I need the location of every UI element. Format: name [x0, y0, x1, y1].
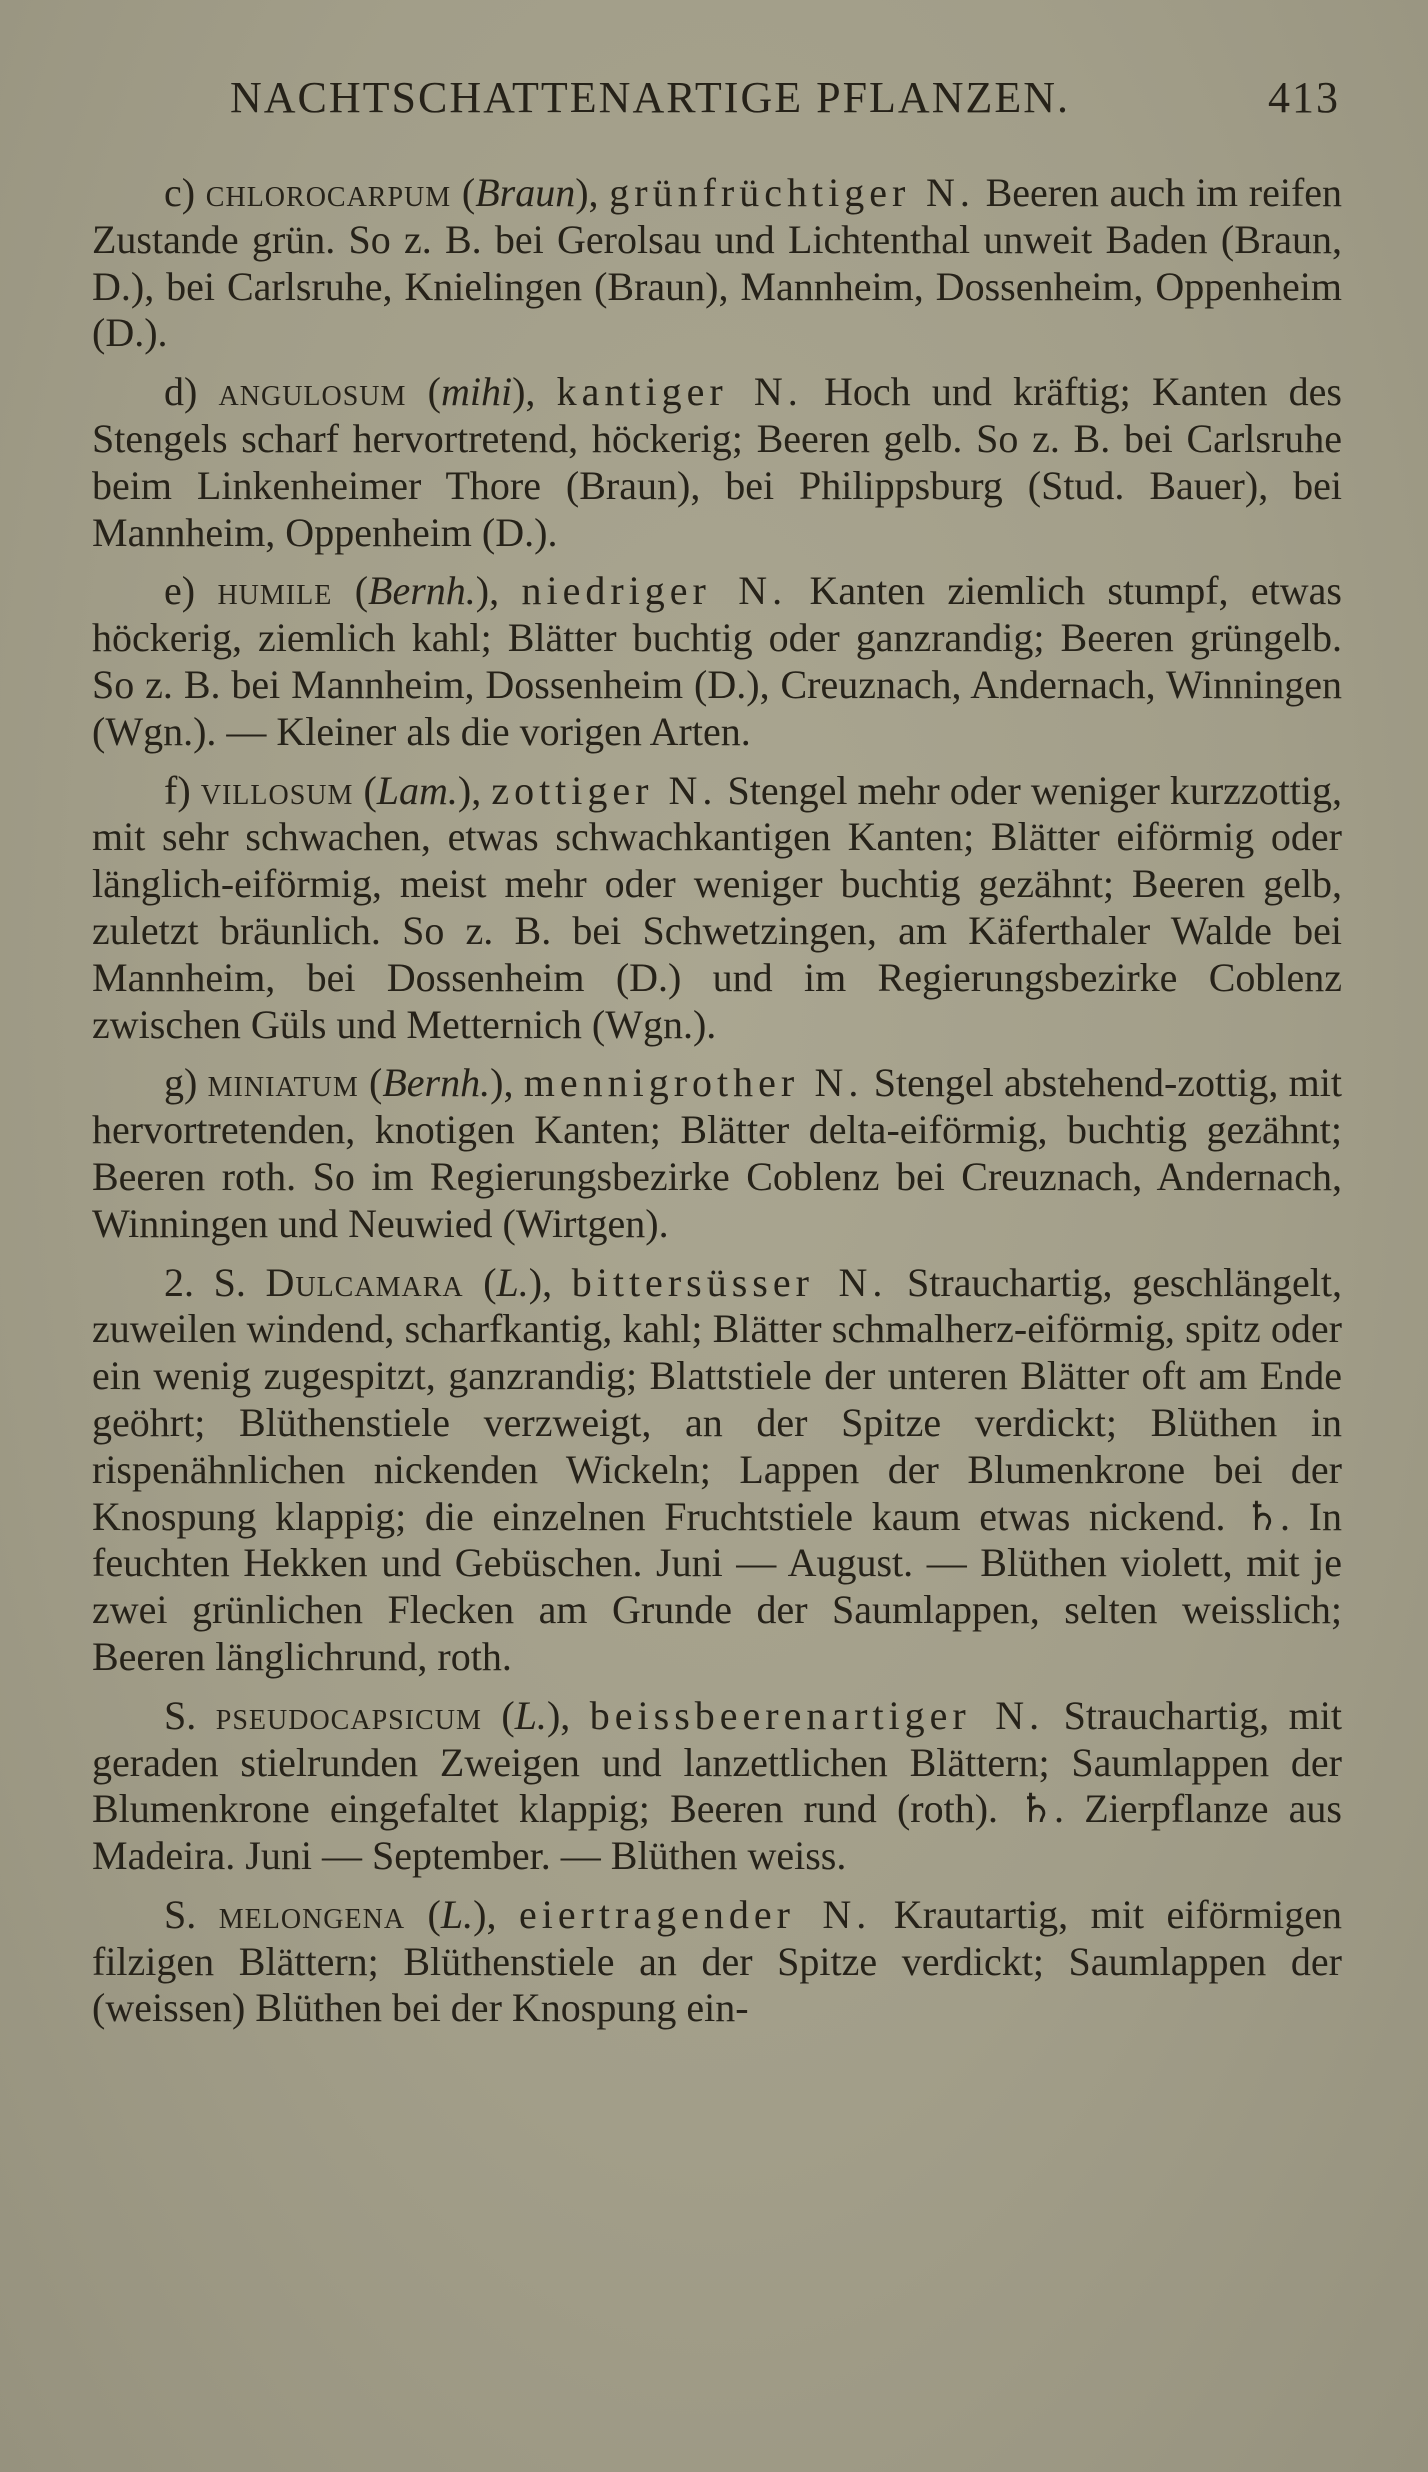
author-citation: L. — [440, 1891, 474, 1937]
entry-humile — [92, 568, 1342, 755]
common-name: beissbeerenartiger N. — [589, 1692, 1045, 1738]
body-text — [92, 170, 1342, 2044]
author-open: ( — [451, 170, 476, 215]
species-name: chlorocarpum — [205, 170, 452, 215]
running-title: NACHTSCHATTENARTIGE PFLANZEN. — [230, 73, 1071, 122]
entry-dulcamara — [92, 1260, 1342, 1681]
entry-villosum — [92, 768, 1342, 1049]
author-close: ), — [475, 568, 522, 614]
entry-description: Kanten ziemlich stumpf, etwas höckerig, ziemlich kahl; Blätter buchtig oder ganzrandig; Beeren grüngelb. So z. B. bei Mannheim, Dossenheim (D.), Creuznach, Andernach, Winningen (Wgn.). — Kleiner als die vorigen Arten. — [92, 568, 1342, 754]
author-citation: Lam. — [376, 767, 458, 813]
entry-marker: 2. S. — [164, 1259, 246, 1305]
entry-description: Strauchartig, mit geraden stielrunden Zweigen und lanzettlichen Blättern; Saumlappen der Blumenkrone eingefaltet klappig; Beeren rund (roth). ♄. Zierpflanze aus Madeira. Juni — September. — Blüthen weiss. — [92, 1692, 1342, 1879]
entry-marker: e) — [164, 568, 196, 614]
entry-description: Strauchartig, geschlängelt, zuweilen windend, scharfkantig, kahl; Blätter schmalherz-eiförmig, spitz oder ein wenig zugespitzt, ganzrandig; Blattstiele der unteren Blätter oft am Ende geöhrt; Blüthenstiele verzweigt, an der Spitze verdickt; Blüthen in rispenähnlichen nickenden Wickeln; Lappen der Blumenkrone bei der Knospung klappig; die einzelnen Fruchtstiele kaum etwas nickend. ♄. In feuchten Hekken und Gebüschen. Juni — August. — Blüthen violett, mit je zwei grünlichen Flecken am Grunde der Saumlappen, selten weisslich; Beeren länglichrund, roth. — [92, 1259, 1343, 1679]
author-citation: mihi — [440, 369, 513, 415]
author-citation: Bernh. — [382, 1060, 491, 1106]
author-close: ), — [473, 1891, 519, 1937]
species-name: melongena — [218, 1891, 406, 1937]
author-citation: L. — [514, 1692, 547, 1738]
species-name: pseudocapsicum — [215, 1692, 482, 1738]
author-citation: L. — [496, 1259, 529, 1305]
entry-marker: S. — [164, 1692, 197, 1738]
common-name: eiertragender N. — [518, 1891, 872, 1937]
species-name: villosum — [200, 767, 354, 813]
entry-marker: c) — [164, 170, 196, 215]
author-open: ( — [463, 1259, 497, 1305]
entry-description: Hoch und kräftig; Kanten des Stengels scharf hervortretend, höckerig; Beeren gelb. So z. B. bei Carlsruhe beim Linkenheimer Thore (Braun), bei Philippsburg (Stud. Bauer), bei Mannheim, Oppenheim (D.). — [92, 369, 1342, 555]
entry-marker: g) — [164, 1060, 198, 1106]
author-open: ( — [405, 1891, 441, 1937]
author-close: ), — [528, 1259, 572, 1305]
page-number: 413 — [1268, 73, 1340, 122]
author-open: ( — [358, 1060, 383, 1106]
entry-marker: f) — [164, 767, 191, 813]
author-close: ), — [575, 170, 610, 215]
entry-angulosum — [92, 369, 1342, 556]
common-name: zottiger N. — [491, 767, 718, 813]
author-open: ( — [353, 767, 377, 813]
entry-marker: S. — [164, 1891, 197, 1937]
entry-marker: d) — [164, 369, 198, 415]
entry-melongena — [92, 1892, 1342, 2032]
page-header — [230, 72, 1340, 132]
entry-description: Krautartig, mit eiförmigen filzigen Blättern; Blüthenstiele an der Spitze verdickt; Saumlappen der (weissen) Blüthen bei der Knospung ein- — [92, 1891, 1343, 2031]
author-citation: Bernh. — [368, 568, 476, 614]
entry-miniatum — [92, 1060, 1342, 1247]
author-close: ), — [512, 369, 557, 415]
species-name: Dulcamara — [265, 1259, 464, 1305]
author-open: ( — [406, 369, 441, 415]
author-citation: Braun — [475, 170, 576, 215]
entry-description: Beeren auch im reifen Zustande grün. So z. B. bei Gerolsau und Lichtenthal unweit Baden (Braun, D.), bei Carlsruhe, Knielingen (Braun), Mannheim, Dossenheim, Oppenheim (D.). — [92, 170, 1343, 356]
common-name: mennigrother N. — [523, 1060, 864, 1106]
entry-description: Stengel mehr oder weniger kurzzottig, mit sehr schwachen, etwas schwachkantigen Kanten; Blätter eiförmig oder länglich-eiförmig, meist mehr oder weniger buchtig gezähnt; Beeren gelb, zuletzt bräunlich. So z. B. bei Schwetzingen, am Käferthaler Walde bei Mannheim, bei Dossenheim (D.) und im Regierungsbezirke Coblenz zwischen Güls und Metternich (Wgn.). — [92, 767, 1342, 1047]
entry-pseudocapsicum — [92, 1693, 1342, 1880]
common-name: bittersüsser N. — [571, 1259, 888, 1305]
author-close: ), — [546, 1692, 590, 1738]
author-open: ( — [481, 1692, 515, 1738]
entry-description: Stengel abstehend-zottig, mit hervortretenden, knotigen Kanten; Blätter delta-eiförmig, buchtig gezähnt; Beeren roth. So im Regierungsbezirke Coblenz bei Creuznach, Andernach, Winningen und Neuwied (Wirtgen). — [92, 1060, 1342, 1246]
author-close: ), — [490, 1060, 524, 1106]
common-name: grünfrüchtiger N. — [609, 170, 975, 215]
author-close: ), — [457, 767, 492, 813]
common-name: niedriger N. — [521, 568, 788, 614]
species-name: humile — [217, 568, 333, 614]
author-open: ( — [332, 568, 369, 614]
entry-chlorocarpum — [92, 170, 1342, 357]
species-name: angulosum — [218, 369, 407, 415]
common-name: kantiger N. — [556, 369, 803, 415]
species-name: miniatum — [207, 1060, 359, 1106]
